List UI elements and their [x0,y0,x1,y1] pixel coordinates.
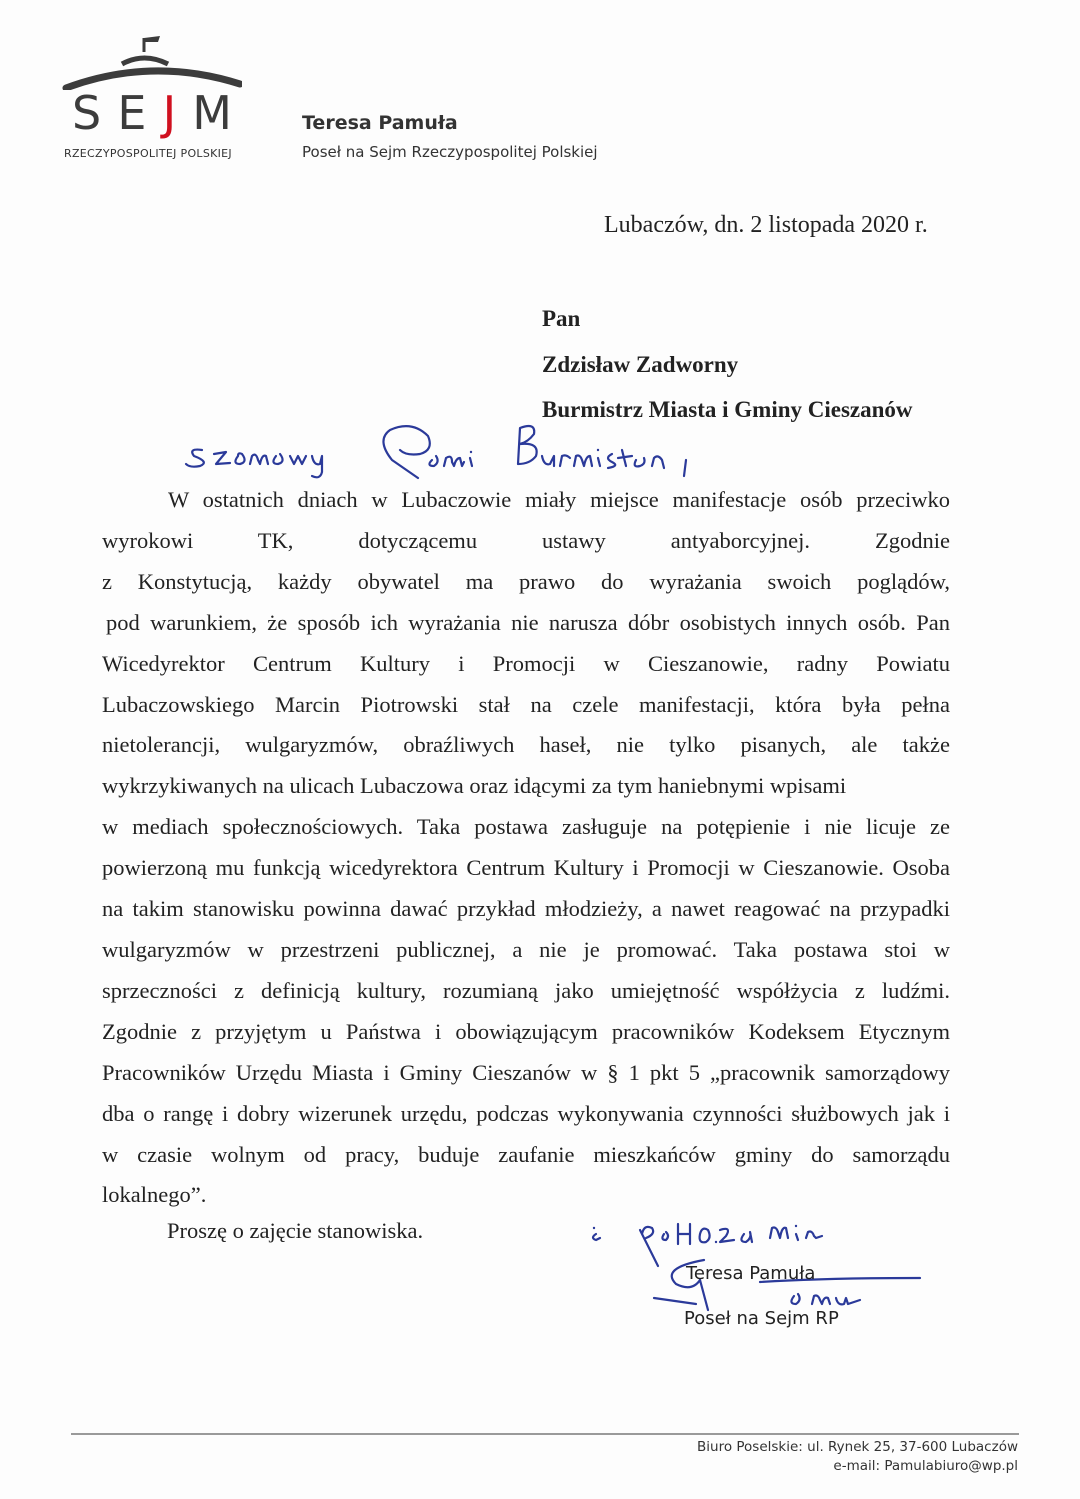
closing-line: Proszę o zajęcie stanowiska. [167,1218,424,1243]
body-line: W ostatnich dniach w Lubaczowie miały miejsce manifestacje osób przeciwko [168,487,950,512]
sejm-dome-icon [62,30,242,90]
logo-letters [62,86,242,140]
body-line: na takim stanowisku powinna dawać przykład młodzieży, a nawet reagować na przypadki [102,896,950,922]
logo-letter-e: E [117,86,147,140]
footer-email[interactable]: e-mail: Pamulabiuro@wp.pl [833,1458,1018,1474]
body-line: w mediach społecznościowych. Taka postawa zasługuje na potępienie i nie licuje ze [102,814,950,840]
body-line: powierzoną mu funkcją wicedyrektora Centrum Kultury i Promocji w Cieszanowie. Osoba [102,855,950,881]
body-line: dba o rangę i dobry wizerunek urzędu, podczas wykonywania czynności służbowych jak i [102,1100,950,1126]
recipient-name: Zdzisław Zadworny [542,352,739,377]
body-line: wulgaryzmów w przestrzeni publicznej, a nie je promować. Taka postawa stoi w [102,936,950,962]
logo-letter-j: J [162,86,177,140]
body-line: sprzeczności z definicją kultury, rozumianą jako umiejętność współżycia z ludźmi. [102,977,950,1003]
signature-name: Teresa Pamuła [686,1263,816,1284]
sender-role: Poseł na Sejm Rzeczypospolitej Polskiej [302,143,598,161]
logo-letter-m: M [192,86,232,140]
logo-letter-s: S [72,86,102,140]
body-line: lokalnego”. [102,1182,207,1208]
body-line: w czasie wolnym od pracy, buduje zaufanie mieszkańców gminy do samorządu [102,1141,950,1167]
body-line: Lubaczowskiego Marcin Piotrowski stał na czele manifestacji, która była pełna [102,691,950,717]
body-line: Pracowników Urzędu Miasta i Gminy Cieszanów w § 1 pkt 5 „pracownik samorządowy [102,1059,950,1085]
recipient-title: Pan [542,306,581,331]
body-line: wykrzykiwanych na ulicach Lubaczowa oraz idącymi za tym haniebnymi wpisami [102,773,847,799]
recipient-position: Burmistrz Miasta i Gminy Cieszanów [542,397,913,422]
logo-subtitle: RZECZYPOSPOLITEJ POLSKIEJ [64,147,232,160]
body-line: nietolerancji, wulgaryzmów, obraźliwych haseł, nie tylko pisanych, ale także [102,732,950,758]
body-line: pod warunkiem, że sposób ich wyrażania nie narusza dóbr osobistych innych osób. Pan [106,609,950,635]
footer-address: Biuro Poselskie: ul. Rynek 25, 37-600 Lubaczów [697,1439,1018,1455]
date-line: Lubaczów, dn. 2 listopada 2020 r. [604,212,928,238]
sejm-logo [62,30,242,165]
signature-role: Poseł na Sejm RP [684,1308,839,1329]
body-line: Zgodnie z przyjętym u Państwa i obowiązującym pracowników Kodeksem Etycznym [102,1018,950,1044]
footer-divider [71,1433,1019,1435]
sender-name: Teresa Pamuła [302,112,458,134]
body-line: z Konstytucją, każdy obywatel ma prawo do wyrażania swoich poglądów, [102,568,950,594]
footer [697,1438,1018,1476]
body-line: Wicedyrektor Centrum Kultury i Promocji w Cieszanowie, radny Powiatu [102,650,950,676]
body-line: wyrokowi TK, dotyczącemu ustawy antyaborcyjnej. Zgodnie [102,527,950,553]
letter-body [102,480,950,1216]
